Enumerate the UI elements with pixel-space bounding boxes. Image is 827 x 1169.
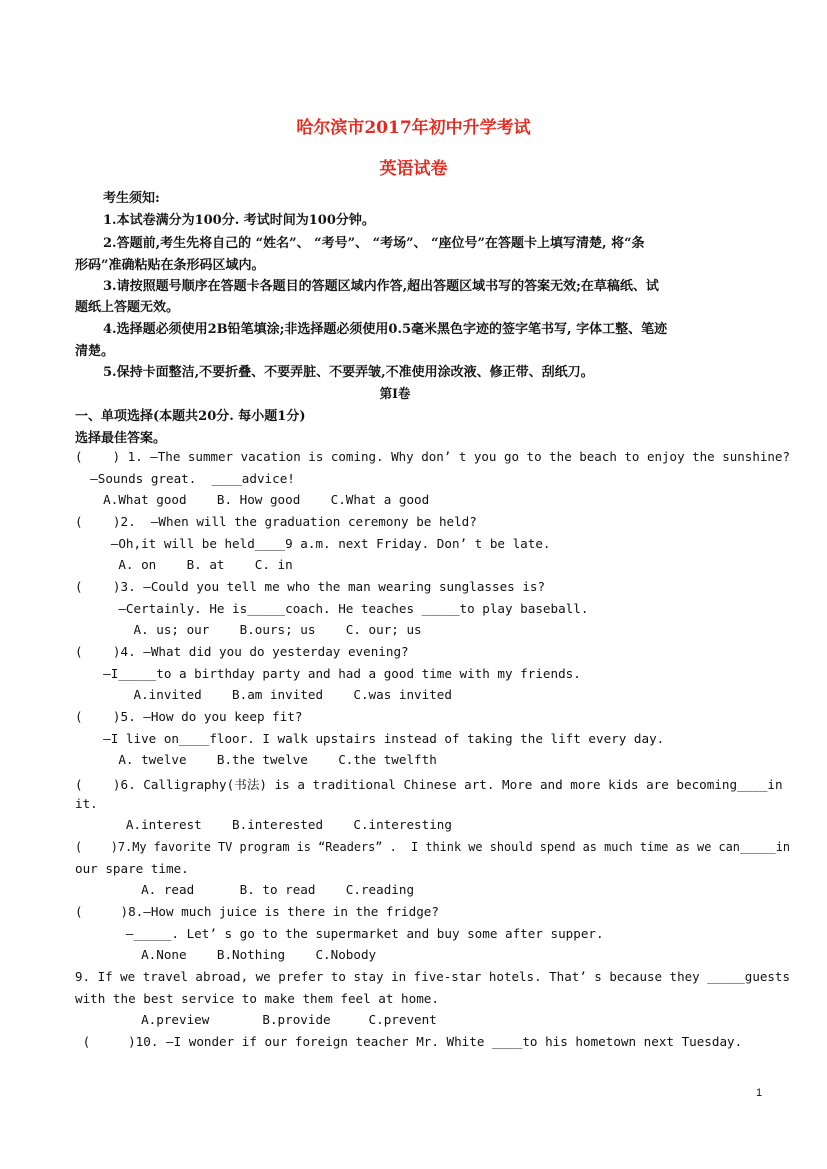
question-line: ( )7.My favorite TV program is “Readers” . I think we should spend as much time as we can_____in	[75, 839, 791, 854]
question-line: it.	[75, 796, 98, 811]
exam-subtitle: 英语试卷	[379, 159, 448, 179]
question-line: 9. If we travel abroad, we prefer to stay in five-star hotels. That’ s because they _____guests	[75, 969, 790, 984]
question-line: —Sounds great. ____advice!	[75, 471, 295, 486]
question-line: —_____. Let’ s go to the supermarket and buy some after supper.	[88, 926, 604, 941]
question-options: A. on B. at C. in	[88, 557, 293, 572]
question-line: —Oh,it will be held____9 a.m. next Friday. Don’ t be late.	[88, 536, 551, 551]
question-line: ( )8.—How much juice is there in the fridge?	[75, 904, 439, 919]
question-options: A. twelve B.the twelve C.the twelfth	[88, 752, 437, 767]
question-line: ( ) 1. —The summer vacation is coming. Why don’ t you go to the beach to enjoy the sunshine?	[75, 449, 790, 464]
question-line: ( )4. —What did you do yesterday evening?	[75, 644, 409, 659]
question-line: ( )3. —Could you tell me who the man wearing sunglasses is?	[75, 579, 546, 594]
notice-heading: 考生须知:	[103, 191, 160, 206]
question-line: ( )10. —I wonder if our foreign teacher Mr. White ____to his hometown next Tuesday.	[75, 1034, 743, 1049]
question-line: ( )6. Calligraphy(书法) is a traditional Chinese art. More and more kids are becoming____in	[75, 777, 783, 792]
notice-item: 3.请按照题号顺序在答题卡各题目的答题区域内作答,超出答题区域书写的答案无效;在草稿纸、试	[103, 279, 659, 294]
question-options: A.What good B. How good C.What a good	[88, 492, 430, 507]
section-instruction: 选择最佳答案。	[75, 431, 167, 446]
page-number: 1	[756, 1087, 763, 1099]
notice-item: 5.保持卡面整洁,不要折叠、不要弄脏、不要弄皱,不准使用涂改液、修正带、刮纸刀。	[103, 365, 594, 380]
question-options: A. us; our B.ours; us C. our; us	[88, 622, 422, 637]
notice-item: 4.选择题必须使用2B铅笔填涂;非选择题必须使用0.5毫米黑色字迹的签字笔书写, 字体工整、笔迹	[103, 322, 668, 337]
question-line: —I_____to a birthday party and had a good time with my friends.	[88, 666, 581, 681]
notice-item: 1.本试卷满分为100分. 考试时间为100分钟。	[103, 213, 375, 228]
notice-item: 题纸上答题无效。	[75, 300, 180, 315]
question-options: A. read B. to read C.reading	[88, 882, 415, 897]
question-line: our spare time.	[75, 861, 189, 876]
question-options: A.None B.Nothing C.Nobody	[88, 947, 377, 962]
question-line: —Certainly. He is_____coach. He teaches _____to play baseball.	[88, 601, 589, 616]
section-heading: 一、单项选择(本题共20分. 每小题1分)	[75, 409, 306, 424]
question-options: A.invited B.am invited C.was invited	[88, 687, 452, 702]
question-line: with the best service to make them feel at home.	[75, 991, 439, 1006]
question-options: A.preview B.provide C.prevent	[88, 1012, 437, 1027]
notice-item: 2.答题前,考生先将自己的 “姓名”、 “考号”、 “考场”、 “座位号”在答题卡上填写清楚, 将“条	[103, 236, 645, 251]
question-line: —I live on____floor. I walk upstairs instead of taking the lift every day.	[88, 731, 665, 746]
question-line: ( )5. —How do you keep fit?	[75, 709, 303, 724]
part-title: 第I卷	[379, 387, 411, 402]
exam-title: 哈尔滨市2017年初中升学考试	[296, 118, 531, 138]
question-line: ( )2. —When will the graduation ceremony be held?	[75, 514, 477, 529]
question-options: A.interest B.interested C.interesting	[88, 817, 452, 832]
notice-item: 清楚。	[75, 344, 115, 359]
notice-item: 形码”准确粘贴在条形码区域内。	[75, 258, 265, 273]
